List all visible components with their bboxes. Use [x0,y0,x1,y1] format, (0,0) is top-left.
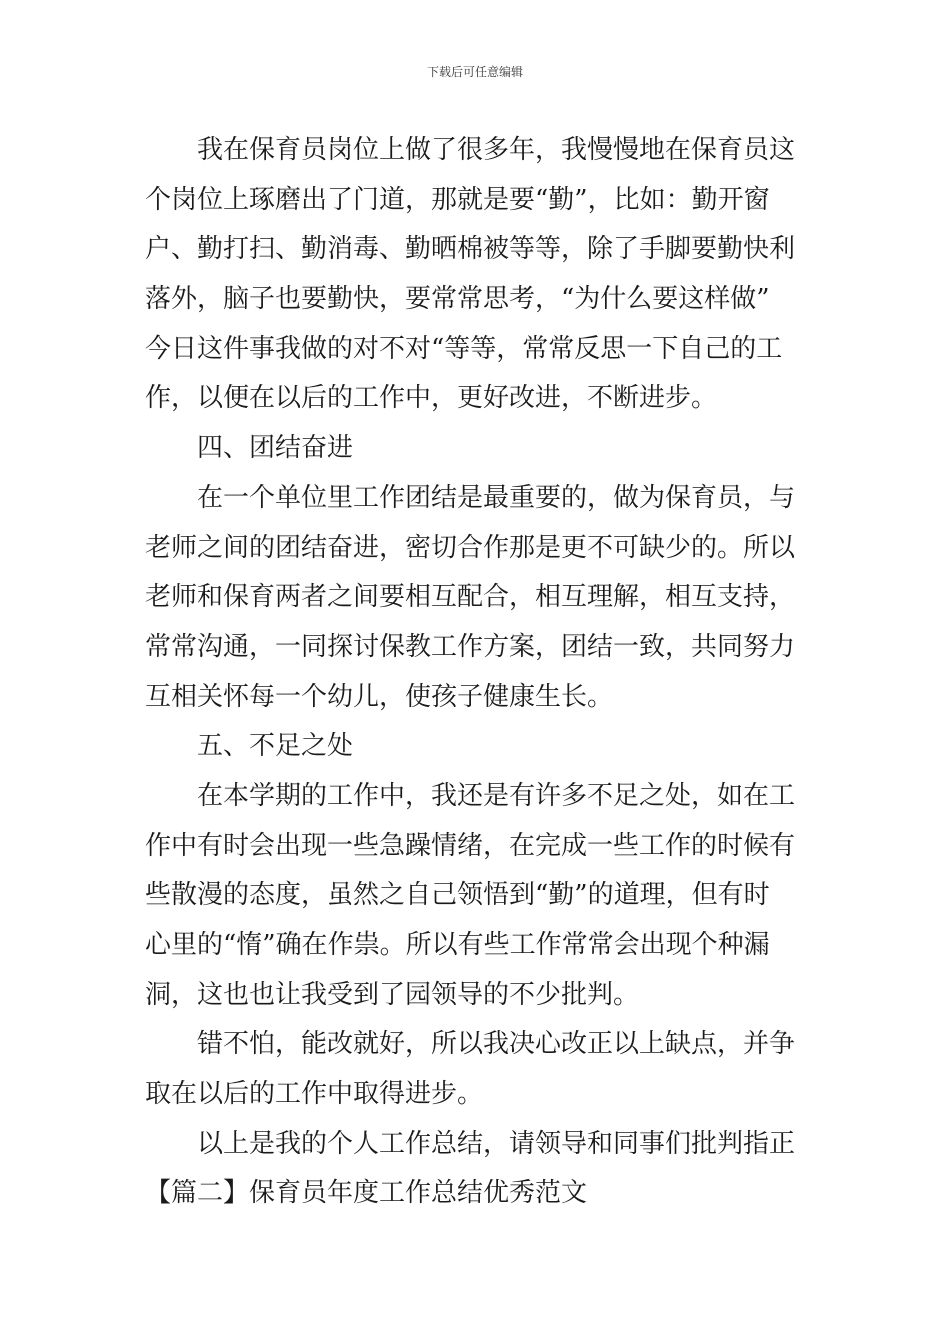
text-line: 落外，脑子也要勤快，要常常思考，“为什么要这样做” [145,284,770,315]
text-line: 常常沟通，一同探讨保教工作方案，团结一致，共同努力 [145,631,796,662]
text-line: 在本学期的工作中，我还是有许多不足之处，如在工 [197,780,796,811]
text-line: 互相关怀每一个幼儿，使孩子健康生长。 [145,681,614,712]
text-line: 户、勤打扫、勤消毒、勤晒棉被等等，除了手脚要勤快利 [145,234,796,265]
text-line: 个岗位上琢磨出了门道，那就是要“勤”，比如：勤开窗 [145,184,770,215]
text-line: 作中有时会出现一些急躁情绪，在完成一些工作的时候有 [145,830,796,861]
text-line: 错不怕，能改就好，所以我决心改正以上缺点，并争 [197,1029,796,1060]
text-line: 老师之间的团结奋进，密切合作那是更不可缺少的。所以 [145,532,796,563]
text-line: 心里的“惰”确在作祟。所以有些工作常常会出现个种漏 [145,930,770,960]
text-line: 我在保育员岗位上做了很多年，我慢慢地在保育员这 [197,135,796,165]
text-line: 些散漫的态度，虽然之自己领悟到“勤”的道理，但有时 [145,880,770,911]
text-line: 今日这件事我做的对不对“等等，常常反思一下自己的工 [145,333,783,364]
section-heading: 四、团结奋进 [197,433,354,464]
next-article-title: 【篇二】保育员年度工作总结优秀范文 [145,1178,588,1209]
text-line: 作，以便在以后的工作中，更好改进，不断进步。 [145,383,718,414]
section-heading: 五、不足之处 [197,731,354,762]
text-line: 以上是我的个人工作总结，请领导和同事们批判指正 [197,1128,796,1159]
text-line: 取在以后的工作中取得进步。 [145,1079,484,1110]
text-line: 老师和保育两者之间要相互配合，相互理解，相互支持， [145,582,796,613]
text-line: 在一个单位里工作团结是最重要的，做为保育员，与 [197,482,796,513]
document-body [145,126,805,1219]
download-note: 下载后可任意编辑 [426,65,523,79]
text-line: 洞，这也也让我受到了园领导的不少批判。 [145,979,640,1010]
